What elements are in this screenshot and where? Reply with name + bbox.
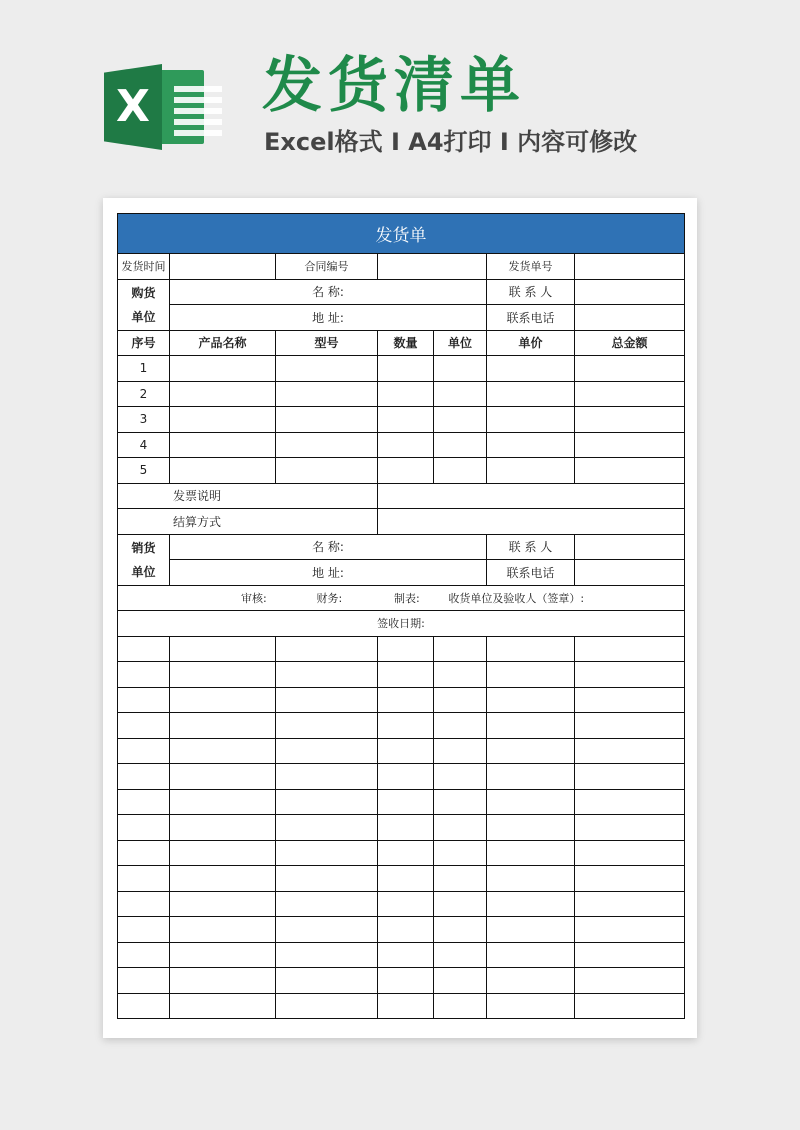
form-title: 发货单: [118, 214, 685, 254]
blank-table-cell[interactable]: [276, 993, 378, 1019]
blank-table-cell[interactable]: [434, 738, 487, 764]
table-cell[interactable]: [170, 458, 276, 484]
item-table-header: [118, 330, 685, 356]
blank-table-row: [118, 866, 685, 892]
blank-table-cell[interactable]: [276, 866, 378, 892]
blank-table-row: [118, 917, 685, 943]
seller-unit-label: [118, 534, 170, 585]
blank-table-cell[interactable]: [575, 738, 685, 764]
blank-table-row: [118, 840, 685, 866]
blank-table-cell[interactable]: [276, 738, 378, 764]
blank-table-cell[interactable]: [276, 840, 378, 866]
buyer-contact-value[interactable]: [575, 279, 685, 305]
blank-table-cell[interactable]: [487, 866, 575, 892]
payment-method-label: [118, 509, 378, 535]
row-number: 1: [118, 356, 170, 382]
blank-table-cell[interactable]: [575, 636, 685, 662]
receipt-date-label: 签收日期:: [118, 611, 685, 637]
blank-table-cell[interactable]: [487, 662, 575, 688]
blank-table-cell[interactable]: [170, 917, 276, 943]
table-row: [118, 407, 685, 433]
buyer-phone-value[interactable]: [575, 305, 685, 331]
blank-table-cell[interactable]: [276, 917, 378, 943]
column-header: 序号: [118, 330, 170, 356]
table-cell[interactable]: [170, 432, 276, 458]
blank-table-cell[interactable]: [434, 713, 487, 739]
blank-table-cell[interactable]: [575, 815, 685, 841]
table-cell[interactable]: [487, 407, 575, 433]
blank-table-cell[interactable]: [276, 968, 378, 994]
audit-label: 审核:: [241, 591, 267, 605]
seller-unit-label-1: 销货: [131, 540, 156, 555]
blank-table-cell[interactable]: [118, 789, 170, 815]
blank-table-cell[interactable]: [170, 993, 276, 1019]
invoice-note-value[interactable]: [378, 483, 685, 509]
ship-no-value[interactable]: [575, 254, 685, 280]
blank-table-row: [118, 687, 685, 713]
table-cell[interactable]: [575, 356, 685, 382]
table-row: [118, 432, 685, 458]
table-cell[interactable]: [378, 356, 434, 382]
blank-table-cell[interactable]: [118, 840, 170, 866]
blank-table-cell[interactable]: [378, 866, 434, 892]
blank-table-cell[interactable]: [170, 866, 276, 892]
blank-table-cell[interactable]: [487, 942, 575, 968]
blank-table-cell[interactable]: [170, 636, 276, 662]
blank-table-cell[interactable]: [118, 636, 170, 662]
blank-table-cell[interactable]: [276, 891, 378, 917]
seller-phone-label: 联系电话: [487, 560, 575, 586]
invoice-note-label: [118, 483, 378, 509]
blank-table-row: [118, 815, 685, 841]
blank-table-cell[interactable]: [575, 866, 685, 892]
blank-table-cell[interactable]: [434, 764, 487, 790]
blank-table-cell[interactable]: [378, 662, 434, 688]
table-cell[interactable]: [170, 356, 276, 382]
blank-table-cell[interactable]: [378, 687, 434, 713]
table-cell[interactable]: [276, 407, 378, 433]
buyer-unit-label-1: 购货: [131, 285, 156, 300]
seller-contact-value[interactable]: [575, 534, 685, 560]
seller-unit-label-2: 单位: [131, 564, 156, 579]
blank-table-cell[interactable]: [276, 687, 378, 713]
ship-time-label: 发货时间: [118, 254, 170, 280]
blank-table-cell[interactable]: [118, 815, 170, 841]
blank-table-cell[interactable]: [575, 968, 685, 994]
blank-table-cell[interactable]: [118, 713, 170, 739]
table-cell[interactable]: [378, 458, 434, 484]
blank-table-cell[interactable]: [575, 662, 685, 688]
table-cell[interactable]: [170, 407, 276, 433]
blank-table-cell[interactable]: [276, 815, 378, 841]
maker-label: 制表:: [394, 591, 420, 605]
row-number: 4: [118, 432, 170, 458]
seller-name-field[interactable]: 名 称:: [170, 534, 487, 560]
blank-table-cell[interactable]: [487, 840, 575, 866]
table-cell[interactable]: [378, 432, 434, 458]
blank-table-row: [118, 968, 685, 994]
row-number: 5: [118, 458, 170, 484]
table-cell[interactable]: [575, 432, 685, 458]
blank-table-cell[interactable]: [276, 764, 378, 790]
document-sheet: [103, 198, 697, 1038]
blank-table-cell[interactable]: [170, 968, 276, 994]
page-subtitle: Excel格式 I A4打印 I 内容可修改: [264, 128, 638, 156]
blank-table-cell[interactable]: [170, 891, 276, 917]
delivery-form: [117, 213, 685, 1019]
table-cell[interactable]: [276, 356, 378, 382]
row-number: 3: [118, 407, 170, 433]
table-cell[interactable]: [434, 356, 487, 382]
excel-logo-letter: X: [116, 81, 150, 132]
blank-table-cell[interactable]: [487, 993, 575, 1019]
blank-table-cell[interactable]: [378, 764, 434, 790]
blank-table-cell[interactable]: [118, 968, 170, 994]
table-cell[interactable]: [276, 432, 378, 458]
blank-table-cell[interactable]: [118, 662, 170, 688]
blank-table-cell[interactable]: [378, 713, 434, 739]
blank-table-cell[interactable]: [434, 662, 487, 688]
blank-table-cell[interactable]: [378, 738, 434, 764]
receiver-label: 收货单位及验收人（签章）:: [448, 591, 585, 605]
blank-table-row: [118, 942, 685, 968]
blank-table-cell[interactable]: [378, 789, 434, 815]
buyer-contact-label: 联 系 人: [487, 279, 575, 305]
blank-table-cell[interactable]: [170, 840, 276, 866]
blank-table-cell[interactable]: [118, 942, 170, 968]
blank-table-cell[interactable]: [170, 738, 276, 764]
blank-table-cell[interactable]: [487, 636, 575, 662]
seller-contact-label: 联 系 人: [487, 534, 575, 560]
blank-table-cell[interactable]: [170, 713, 276, 739]
blank-table-cell[interactable]: [170, 942, 276, 968]
blank-table-row: [118, 738, 685, 764]
blank-table-cell[interactable]: [434, 917, 487, 943]
blank-table-cell[interactable]: [378, 840, 434, 866]
column-header: 单位: [434, 330, 487, 356]
blank-table-cell[interactable]: [487, 815, 575, 841]
blank-table-cell[interactable]: [276, 942, 378, 968]
blank-table-cell[interactable]: [378, 891, 434, 917]
column-header: 单价: [487, 330, 575, 356]
blank-table-cell[interactable]: [170, 789, 276, 815]
table-cell[interactable]: [378, 381, 434, 407]
table-cell[interactable]: [434, 432, 487, 458]
blank-table-cell[interactable]: [487, 789, 575, 815]
blank-table-cell[interactable]: [575, 917, 685, 943]
blank-table-cell[interactable]: [170, 815, 276, 841]
blank-table-cell[interactable]: [378, 917, 434, 943]
blank-table-cell[interactable]: [434, 636, 487, 662]
blank-table-cell[interactable]: [118, 866, 170, 892]
column-header: 型号: [276, 330, 378, 356]
blank-table-cell[interactable]: [378, 636, 434, 662]
table-cell[interactable]: [487, 381, 575, 407]
table-cell[interactable]: [434, 458, 487, 484]
blank-table-cell[interactable]: [575, 687, 685, 713]
blank-table-cell[interactable]: [575, 789, 685, 815]
blank-table-cell[interactable]: [575, 891, 685, 917]
blank-table-cell[interactable]: [487, 891, 575, 917]
blank-table-cell[interactable]: [575, 840, 685, 866]
table-row: [118, 356, 685, 382]
blank-table-cell[interactable]: [170, 764, 276, 790]
blank-table-cell[interactable]: [276, 789, 378, 815]
table-cell[interactable]: [487, 458, 575, 484]
blank-table-row: [118, 891, 685, 917]
table-cell[interactable]: [434, 407, 487, 433]
blank-table-cell[interactable]: [118, 891, 170, 917]
blank-table-cell[interactable]: [487, 917, 575, 943]
blank-table-cell[interactable]: [276, 662, 378, 688]
table-cell[interactable]: [575, 458, 685, 484]
blank-table-row: [118, 636, 685, 662]
blank-table-cell[interactable]: [378, 993, 434, 1019]
blank-table-cell[interactable]: [487, 687, 575, 713]
blank-table-row: [118, 713, 685, 739]
blank-table-cell[interactable]: [434, 789, 487, 815]
blank-table-row: [118, 662, 685, 688]
blank-table-cell[interactable]: [487, 738, 575, 764]
seller-address-field[interactable]: 地 址:: [170, 560, 487, 586]
buyer-name-field[interactable]: 名 称:: [170, 279, 487, 305]
excel-logo: [104, 64, 204, 150]
table-cell[interactable]: [487, 356, 575, 382]
blank-table-cell[interactable]: [575, 764, 685, 790]
table-cell[interactable]: [575, 381, 685, 407]
blank-table-cell[interactable]: [487, 764, 575, 790]
blank-table-cell[interactable]: [118, 687, 170, 713]
invoice-note-text: 发票说明: [172, 489, 221, 504]
table-cell[interactable]: [276, 381, 378, 407]
blank-table-cell[interactable]: [434, 687, 487, 713]
blank-table-cell[interactable]: [434, 891, 487, 917]
table-cell[interactable]: [487, 432, 575, 458]
column-header: 产品名称: [170, 330, 276, 356]
blank-table-cell[interactable]: [276, 636, 378, 662]
buyer-unit-label-2: 单位: [131, 309, 156, 324]
blank-table-cell[interactable]: [575, 993, 685, 1019]
column-header: 总金额: [575, 330, 685, 356]
blank-table-cell[interactable]: [434, 840, 487, 866]
finance-label: 财务:: [316, 591, 343, 605]
signature-row: [118, 585, 685, 611]
blank-table-cell[interactable]: [276, 713, 378, 739]
ship-no-label: 发货单号: [487, 254, 575, 280]
blank-table-cell[interactable]: [378, 942, 434, 968]
table-cell[interactable]: [276, 458, 378, 484]
contract-no-label: 合同编号: [276, 254, 378, 280]
table-row: [118, 458, 685, 484]
blank-table-row: [118, 764, 685, 790]
blank-table-cell[interactable]: [434, 866, 487, 892]
blank-table-cell[interactable]: [118, 764, 170, 790]
blank-table-cell[interactable]: [434, 993, 487, 1019]
buyer-unit-label: [118, 279, 170, 330]
blank-table-cell[interactable]: [378, 815, 434, 841]
buyer-address-field[interactable]: 地 址:: [170, 305, 487, 331]
column-header: 数量: [378, 330, 434, 356]
row-number: 2: [118, 381, 170, 407]
blank-table-cell[interactable]: [487, 713, 575, 739]
blank-table-cell[interactable]: [118, 917, 170, 943]
payment-method-text: 结算方式: [172, 514, 221, 529]
blank-table-cell[interactable]: [575, 942, 685, 968]
seller-phone-value[interactable]: [575, 560, 685, 586]
ship-time-value[interactable]: [170, 254, 276, 280]
blank-table-cell[interactable]: [170, 662, 276, 688]
blank-table-cell[interactable]: [118, 993, 170, 1019]
blank-table-cell[interactable]: [434, 968, 487, 994]
contract-no-value[interactable]: [378, 254, 487, 280]
blank-table-cell[interactable]: [170, 687, 276, 713]
excel-logo-grid: [174, 86, 222, 140]
buyer-phone-label: 联系电话: [487, 305, 575, 331]
table-cell[interactable]: [434, 381, 487, 407]
table-cell[interactable]: [170, 381, 276, 407]
blank-table-cell[interactable]: [118, 738, 170, 764]
blank-table-cell[interactable]: [487, 968, 575, 994]
page-title: 发货清单: [262, 51, 526, 121]
table-cell[interactable]: [378, 407, 434, 433]
blank-table-row: [118, 993, 685, 1019]
table-row: [118, 381, 685, 407]
blank-table-cell[interactable]: [434, 815, 487, 841]
blank-table-cell[interactable]: [575, 713, 685, 739]
table-cell[interactable]: [575, 407, 685, 433]
payment-method-value[interactable]: [378, 509, 685, 535]
blank-table-row: [118, 789, 685, 815]
blank-table-cell[interactable]: [434, 942, 487, 968]
blank-table-cell[interactable]: [378, 968, 434, 994]
